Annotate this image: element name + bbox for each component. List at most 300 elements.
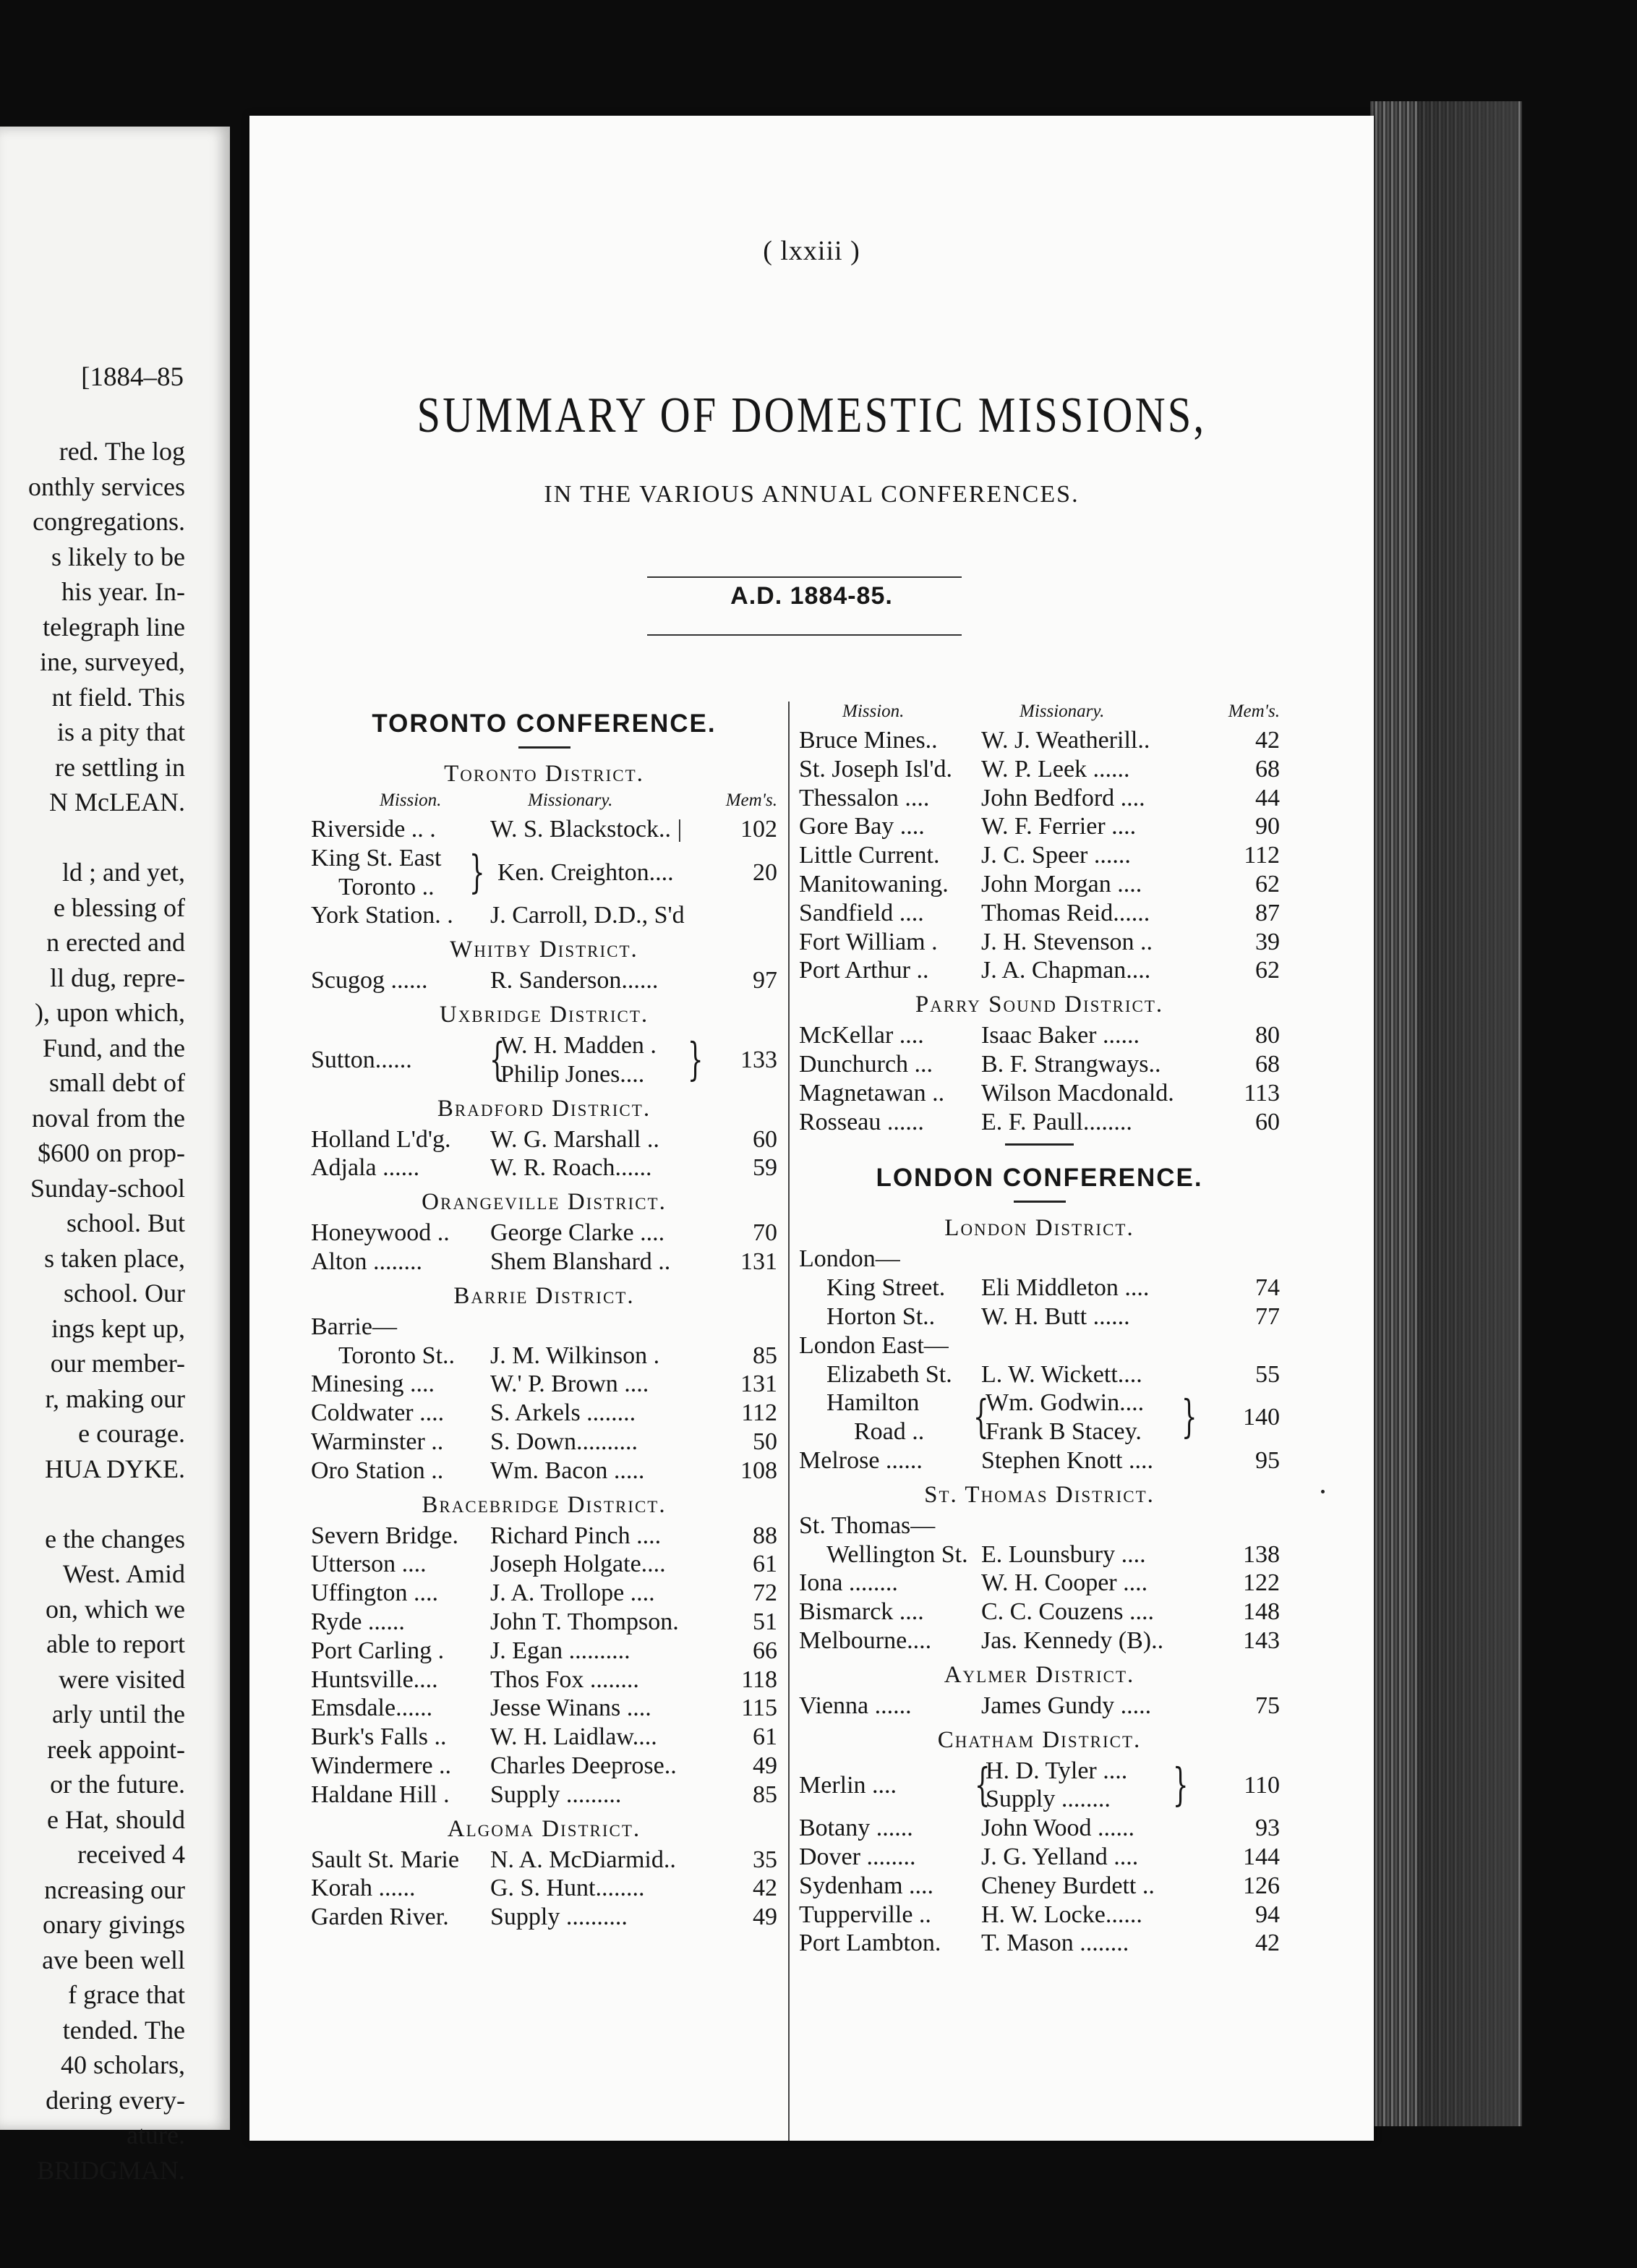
missionary-name: Thos Fox ........ bbox=[490, 1666, 639, 1693]
mission-name: Oro Station .. bbox=[311, 1457, 444, 1484]
column-head-missionary: Missionary. bbox=[1020, 702, 1105, 721]
mission-name: Horton St.. bbox=[826, 1303, 936, 1330]
member-count: 35 bbox=[753, 1846, 777, 1873]
member-count: 66 bbox=[753, 1637, 777, 1664]
table-row bbox=[799, 1108, 1280, 1137]
member-count: 70 bbox=[753, 1219, 777, 1247]
mission-name: Dunchurch ... bbox=[799, 1050, 933, 1078]
missionary-name: Charles Deeprose.. bbox=[490, 1752, 677, 1779]
missionary-name: Wm. Godwin.... bbox=[986, 1389, 1145, 1417]
table-row bbox=[311, 1125, 777, 1154]
mission-name-line: Road .. bbox=[854, 1418, 925, 1446]
mission-group-name: St. Thomas— bbox=[799, 1512, 936, 1539]
table-row bbox=[311, 1370, 777, 1399]
member-count: 44 bbox=[1255, 784, 1280, 811]
missionary-name: S. Arkels ........ bbox=[490, 1399, 636, 1427]
table-row bbox=[799, 1079, 1280, 1108]
conference-rule bbox=[518, 746, 570, 749]
mission-name: Little Current. bbox=[799, 842, 940, 869]
brace-close: } bbox=[469, 845, 485, 898]
table-row bbox=[311, 1154, 777, 1182]
conference-rule bbox=[1014, 1201, 1066, 1203]
left-page-line: received 4 bbox=[77, 1840, 185, 1869]
missionary-name: J. H. Stevenson .. bbox=[981, 928, 1153, 955]
member-count: 42 bbox=[1255, 727, 1280, 754]
left-page-line: N McLEAN. bbox=[49, 788, 185, 817]
document-page bbox=[249, 116, 1374, 2141]
mission-group-label bbox=[799, 1512, 1280, 1540]
left-page-line: congregations. bbox=[33, 507, 185, 536]
left-page-header: [1884–85 bbox=[81, 362, 184, 392]
left-page-line: s taken place, bbox=[44, 1243, 185, 1273]
table-row bbox=[311, 1219, 777, 1248]
mission-name-line: Hamilton bbox=[826, 1389, 920, 1417]
member-count: 113 bbox=[1244, 1079, 1280, 1107]
mission-name: Tupperville .. bbox=[799, 1901, 931, 1928]
table-row-braced bbox=[799, 1757, 1280, 1815]
missionary-name: G. S. Hunt........ bbox=[490, 1875, 645, 1902]
member-count: 62 bbox=[1255, 957, 1280, 984]
district-heading: Algoma District. bbox=[447, 1815, 641, 1842]
mission-name: Magnetawan .. bbox=[799, 1079, 945, 1107]
brace-close: } bbox=[687, 1032, 704, 1086]
district-heading: Uxbridge District. bbox=[439, 1001, 649, 1028]
missionary-name: George Clarke .... bbox=[490, 1219, 665, 1247]
left-page-line: e courage. bbox=[78, 1419, 185, 1448]
column-head-mission: Mission. bbox=[842, 702, 905, 721]
missionary-name: Richard Pinch .... bbox=[490, 1522, 662, 1549]
member-count: 140 bbox=[1243, 1404, 1280, 1431]
member-count: 61 bbox=[753, 1723, 777, 1751]
member-count: 112 bbox=[1244, 842, 1280, 869]
missionary-name: W. G. Marshall .. bbox=[490, 1125, 659, 1153]
left-page-line: ll dug, repre- bbox=[50, 963, 185, 992]
member-count: 39 bbox=[1255, 928, 1280, 955]
table-row bbox=[311, 1428, 777, 1457]
member-count: 72 bbox=[753, 1580, 777, 1607]
column-divider bbox=[788, 702, 790, 2141]
table-row bbox=[799, 1814, 1280, 1843]
left-page-line: $600 on prop- bbox=[38, 1138, 185, 1167]
left-page-line: reek appoint- bbox=[47, 1734, 185, 1764]
missionary-name: Isaac Baker ...... bbox=[981, 1022, 1140, 1049]
table-row bbox=[799, 812, 1280, 841]
mission-name: York Station. . bbox=[311, 902, 453, 929]
mission-name: Vienna ...... bbox=[799, 1692, 912, 1719]
missionary-name: J. C. Speer ...... bbox=[981, 842, 1131, 869]
missionary-name: W. F. Ferrier .... bbox=[981, 813, 1137, 840]
missionary-name: S. Down.......... bbox=[490, 1428, 638, 1455]
left-page-line: s likely to be bbox=[51, 542, 185, 571]
member-count: 144 bbox=[1243, 1843, 1280, 1870]
mission-name: Rosseau ...... bbox=[799, 1108, 924, 1135]
missionary-name: Eli Middleton .... bbox=[981, 1274, 1150, 1302]
member-count: 88 bbox=[753, 1522, 777, 1549]
table-row bbox=[311, 1666, 777, 1694]
left-page-line: tended. The bbox=[62, 2015, 185, 2045]
member-count: 93 bbox=[1255, 1815, 1280, 1842]
missionary-name: T. Mason ........ bbox=[981, 1930, 1129, 1957]
mission-name: Windermere .. bbox=[311, 1752, 452, 1779]
district-heading: Bradford District. bbox=[437, 1095, 651, 1122]
member-count: 133 bbox=[740, 1046, 777, 1073]
missionary-name: W. J. Weatherill.. bbox=[981, 727, 1150, 754]
left-page-line: re settling in bbox=[55, 752, 185, 782]
brace-open: { bbox=[973, 1390, 989, 1444]
district-heading: St. Thomas District. bbox=[924, 1481, 1155, 1508]
table-row bbox=[311, 1752, 777, 1781]
missionary-name: W. H. Laidlaw.... bbox=[490, 1723, 657, 1751]
mission-name: Riverside .. . bbox=[311, 816, 436, 843]
member-count: 60 bbox=[753, 1125, 777, 1153]
left-page-line: e Hat, should bbox=[47, 1804, 185, 1834]
missionary-name: E. F. Paull........ bbox=[981, 1108, 1132, 1135]
left-page-line: HUA DYKE. bbox=[45, 1454, 185, 1483]
table-row bbox=[311, 966, 777, 995]
table-row-braced bbox=[311, 844, 777, 902]
mission-name: Sault St. Marie bbox=[311, 1846, 459, 1873]
table-row bbox=[799, 784, 1280, 813]
left-page-line: or the future. bbox=[50, 1770, 185, 1799]
district-heading: Toronto District. bbox=[444, 761, 644, 787]
mission-name: Severn Bridge. bbox=[311, 1522, 458, 1549]
left-page-line: is a pity that bbox=[57, 717, 185, 746]
missionary-name: J. M. Wilkinson . bbox=[490, 1342, 660, 1369]
left-page-line: ave been well bbox=[42, 1945, 185, 1974]
mission-group-name: London— bbox=[799, 1245, 900, 1273]
missionary-name: Jesse Winans .... bbox=[490, 1694, 651, 1722]
mission-name: Utterson .... bbox=[311, 1551, 427, 1578]
brace-close: } bbox=[1181, 1390, 1197, 1444]
column-headings bbox=[311, 790, 777, 815]
member-count: 102 bbox=[740, 816, 777, 843]
member-count: 108 bbox=[740, 1457, 777, 1484]
member-count: 74 bbox=[1255, 1274, 1280, 1302]
left-page-line: noval from the bbox=[32, 1103, 185, 1133]
page-title: SUMMARY OF DOMESTIC MISSIONS, bbox=[416, 388, 1207, 443]
mission-name: Toronto St.. bbox=[338, 1342, 456, 1369]
district-heading: Whitby District. bbox=[450, 937, 638, 963]
column-head-mission: Mission. bbox=[380, 790, 442, 810]
member-count: 50 bbox=[753, 1428, 777, 1455]
district-heading: Aylmer District. bbox=[944, 1661, 1135, 1688]
mission-name: Wellington St. bbox=[826, 1540, 968, 1568]
mission-name: Fort William . bbox=[799, 928, 938, 955]
conference-heading: LONDON CONFERENCE. bbox=[876, 1164, 1203, 1193]
missionary-name-stack bbox=[986, 1389, 1144, 1446]
mission-name: Botany ...... bbox=[799, 1815, 913, 1842]
missionary-name: Shem Blanshard .. bbox=[490, 1248, 671, 1275]
table-row bbox=[311, 1248, 777, 1276]
left-page-line: school. Our bbox=[64, 1279, 185, 1308]
member-count: 85 bbox=[753, 1342, 777, 1369]
brace-close: } bbox=[1172, 1757, 1189, 1811]
mission-name: Sutton...... bbox=[311, 1046, 412, 1073]
mission-name: Bismarck .... bbox=[799, 1598, 924, 1626]
missionary-name: Wilson Macdonald. bbox=[981, 1079, 1174, 1107]
left-column bbox=[311, 702, 777, 1932]
table-row-braced bbox=[311, 1031, 777, 1089]
column-head-missionary: Missionary. bbox=[528, 790, 613, 810]
member-count: 49 bbox=[753, 1752, 777, 1779]
mission-name: Port Arthur .. bbox=[799, 957, 929, 984]
missionary-name: H. D. Tyler .... bbox=[986, 1757, 1128, 1784]
mission-name: Adjala ...... bbox=[311, 1154, 420, 1182]
missionary-name: J. G. Yelland .... bbox=[981, 1843, 1139, 1870]
member-count: 87 bbox=[1255, 899, 1280, 926]
table-row bbox=[799, 726, 1280, 755]
table-row bbox=[311, 1846, 777, 1875]
table-row bbox=[311, 1637, 777, 1666]
missionary-name: R. Sanderson...... bbox=[490, 967, 659, 994]
missionary-name: W. P. Leek ...... bbox=[981, 755, 1130, 783]
member-count: 131 bbox=[740, 1370, 777, 1398]
column-head-members: Mem's. bbox=[725, 790, 777, 810]
left-page-line: ), upon which, bbox=[35, 998, 185, 1027]
table-row bbox=[799, 1598, 1280, 1627]
district-heading: Orangeville District. bbox=[422, 1189, 667, 1216]
print-speck bbox=[1321, 1490, 1325, 1493]
missionary-name: John Morgan .... bbox=[981, 870, 1142, 898]
missionary-name: Supply .......... bbox=[490, 1904, 628, 1931]
year-label: A.D. 1884-85. bbox=[730, 582, 893, 610]
left-page-line: ncreasing our bbox=[44, 1875, 185, 1904]
mission-name: Garden River. bbox=[311, 1904, 449, 1931]
table-row bbox=[799, 1540, 1280, 1569]
missionary-name: W. H. Cooper .... bbox=[981, 1569, 1148, 1597]
left-page-line: Fund, and the bbox=[43, 1033, 185, 1062]
mission-group-label bbox=[799, 1245, 1280, 1274]
mission-name: Minesing .... bbox=[311, 1370, 435, 1398]
table-row bbox=[311, 1903, 777, 1932]
table-row bbox=[799, 1692, 1280, 1721]
table-row bbox=[799, 956, 1280, 985]
member-count: 42 bbox=[753, 1875, 777, 1902]
missionary-name: Jas. Kennedy (B).. bbox=[981, 1627, 1164, 1654]
member-count: 62 bbox=[1255, 870, 1280, 898]
member-count: 51 bbox=[753, 1608, 777, 1635]
left-page-line: onary givings bbox=[43, 1910, 185, 1939]
left-page-line: able to report bbox=[46, 1629, 185, 1658]
left-page-line: ings kept up, bbox=[51, 1313, 185, 1343]
table-row bbox=[799, 928, 1280, 957]
district-heading: London District. bbox=[944, 1215, 1134, 1242]
missionary-name: Cheney Burdett .. bbox=[981, 1872, 1155, 1899]
mission-name: Emsdale...... bbox=[311, 1694, 433, 1722]
column-headings bbox=[799, 702, 1280, 726]
table-row bbox=[311, 1723, 777, 1752]
mission-name: Sydenham .... bbox=[799, 1872, 934, 1899]
left-page-line: r, making our bbox=[45, 1384, 185, 1413]
table-row bbox=[799, 1929, 1280, 1958]
mission-name: St. Joseph Isl'd. bbox=[799, 755, 953, 783]
left-page-line: 40 scholars, bbox=[61, 2050, 185, 2079]
book-page-edges-shadow bbox=[1417, 101, 1518, 2126]
table-row bbox=[311, 1522, 777, 1551]
table-row bbox=[311, 815, 777, 844]
left-page-line: n erected and bbox=[46, 928, 185, 957]
missionary-name: John T. Thompson. bbox=[490, 1608, 679, 1635]
table-row bbox=[799, 1843, 1280, 1872]
mission-name-line: King St. East bbox=[311, 844, 442, 871]
mission-name: Sandfield .... bbox=[799, 899, 924, 926]
table-row bbox=[799, 1303, 1280, 1331]
left-page-line: West. Amid bbox=[62, 1559, 185, 1588]
mission-name: Scugog ...... bbox=[311, 967, 428, 994]
left-page-line: were visited bbox=[59, 1664, 185, 1694]
mission-name: Honeywood .. bbox=[311, 1219, 450, 1247]
left-page-line bbox=[28, 820, 185, 856]
table-row bbox=[799, 899, 1280, 928]
table-row bbox=[311, 1457, 777, 1485]
year-rule-bottom bbox=[647, 634, 962, 636]
table-row bbox=[311, 1399, 777, 1428]
left-page-line: school. But bbox=[66, 1208, 185, 1237]
missionary-name: J. A. Chapman.... bbox=[981, 957, 1151, 984]
mission-name: Burk's Falls .. bbox=[311, 1723, 447, 1751]
page-subtitle: IN THE VARIOUS ANNUAL CONFERENCES. bbox=[544, 481, 1080, 508]
left-page-line: f grace that bbox=[68, 1980, 185, 2009]
missionary-name: H. W. Locke...... bbox=[981, 1901, 1142, 1928]
left-page-line: ine, surveyed, bbox=[40, 647, 185, 676]
missionary-name: Ken. Creighton.... bbox=[497, 858, 674, 886]
mission-name-line: Toronto .. bbox=[338, 873, 435, 900]
mission-name: Bruce Mines.. bbox=[799, 727, 938, 754]
mission-name: McKellar .... bbox=[799, 1022, 924, 1049]
left-page-line bbox=[28, 1486, 185, 1522]
missionary-name: W. R. Roach...... bbox=[490, 1154, 652, 1182]
column-head-members: Mem's. bbox=[1228, 702, 1280, 721]
member-count: 90 bbox=[1255, 813, 1280, 840]
mission-name: Ryde ...... bbox=[311, 1608, 405, 1635]
member-count: 143 bbox=[1243, 1627, 1280, 1654]
member-count: 68 bbox=[1255, 1050, 1280, 1078]
member-count: 75 bbox=[1255, 1692, 1280, 1719]
mission-name: Korah ...... bbox=[311, 1875, 416, 1902]
table-row bbox=[311, 1579, 777, 1608]
missionary-name: E. Lounsbury .... bbox=[981, 1540, 1146, 1568]
member-count: 80 bbox=[1255, 1022, 1280, 1049]
member-count: 60 bbox=[1255, 1108, 1280, 1135]
table-row bbox=[799, 755, 1280, 784]
missionary-name: James Gundy ..... bbox=[981, 1692, 1152, 1719]
left-page-line: dering every- bbox=[46, 2085, 185, 2115]
member-count: 131 bbox=[740, 1248, 777, 1275]
member-count: 110 bbox=[1244, 1771, 1280, 1799]
left-page-line: e the changes bbox=[45, 1524, 185, 1553]
table-row bbox=[311, 1342, 777, 1370]
missionary-name: Supply ........ bbox=[986, 1786, 1111, 1813]
left-page-line: ld ; and yet, bbox=[62, 858, 185, 887]
table-row bbox=[311, 1874, 777, 1903]
mission-name: Uffington .... bbox=[311, 1580, 438, 1607]
mission-name: Haldane Hill . bbox=[311, 1781, 450, 1808]
missionary-name: L. W. Wickett.... bbox=[981, 1360, 1142, 1388]
mission-name: Warminster .. bbox=[311, 1428, 444, 1455]
left-page-line: on, which we bbox=[46, 1594, 185, 1624]
table-row bbox=[799, 1274, 1280, 1303]
table-row bbox=[799, 1021, 1280, 1050]
missionary-name: John Bedford .... bbox=[981, 784, 1145, 811]
left-page-line: ature. bbox=[127, 2120, 185, 2149]
missionary-name: J. A. Trollope .... bbox=[490, 1580, 655, 1607]
mission-name: Dover ........ bbox=[799, 1843, 916, 1870]
missionary-name: Philip Jones.... bbox=[500, 1060, 645, 1088]
missionary-name: N. A. McDiarmid.. bbox=[490, 1846, 676, 1873]
member-count: 112 bbox=[741, 1399, 777, 1427]
mission-name: King Street. bbox=[826, 1274, 946, 1302]
missionary-name: Joseph Holgate.... bbox=[490, 1551, 666, 1578]
mission-group-label bbox=[311, 1313, 777, 1342]
conference-heading: TORONTO CONFERENCE. bbox=[372, 709, 717, 738]
missionary-name: Wm. Bacon ..... bbox=[490, 1457, 645, 1484]
member-count: 95 bbox=[1255, 1446, 1280, 1474]
member-count: 77 bbox=[1255, 1303, 1280, 1330]
missionary-name: Thomas Reid...... bbox=[981, 899, 1150, 926]
member-count: 115 bbox=[741, 1694, 777, 1722]
table-row bbox=[799, 841, 1280, 870]
left-page-line: our member- bbox=[50, 1349, 185, 1378]
mission-group-label bbox=[799, 1331, 1280, 1360]
left-page-line: small debt of bbox=[49, 1068, 185, 1097]
mission-name: Melbourne.... bbox=[799, 1627, 932, 1654]
mission-name: Coldwater .... bbox=[311, 1399, 445, 1427]
district-heading: Bracebridge District. bbox=[422, 1491, 667, 1518]
section-rule bbox=[1005, 1143, 1074, 1146]
table-row bbox=[311, 901, 777, 930]
table-row bbox=[311, 1781, 777, 1809]
left-page-line: BRIDGMAN. bbox=[36, 2155, 185, 2185]
mission-name: Melrose ...... bbox=[799, 1446, 923, 1474]
table-row bbox=[799, 1901, 1280, 1930]
mission-name-stack bbox=[826, 1389, 924, 1446]
district-heading: Chatham District. bbox=[937, 1726, 1142, 1753]
member-count: 94 bbox=[1255, 1901, 1280, 1928]
member-count: 122 bbox=[1243, 1569, 1280, 1597]
member-count: 55 bbox=[1255, 1360, 1280, 1388]
member-count: 59 bbox=[753, 1154, 777, 1182]
table-row bbox=[799, 1627, 1280, 1655]
member-count: 148 bbox=[1243, 1598, 1280, 1626]
missionary-name: J. Egan .......... bbox=[490, 1637, 631, 1664]
member-count: 20 bbox=[753, 858, 777, 886]
left-page-line: his year. In- bbox=[61, 577, 185, 606]
missionary-name: B. F. Strangways.. bbox=[981, 1050, 1161, 1078]
year-rule-top bbox=[647, 576, 962, 578]
table-row bbox=[799, 1360, 1280, 1389]
mission-name: Alton ........ bbox=[311, 1248, 422, 1275]
facing-page-left bbox=[0, 127, 230, 2185]
district-heading: Barrie District. bbox=[453, 1282, 635, 1309]
member-count: 61 bbox=[753, 1551, 777, 1578]
member-count: 68 bbox=[1255, 755, 1280, 783]
mission-name: Port Carling . bbox=[311, 1637, 445, 1664]
member-count: 42 bbox=[1255, 1930, 1280, 1957]
missionary-name: W. S. Blackstock.. | bbox=[490, 816, 683, 843]
table-row bbox=[799, 1872, 1280, 1901]
missionary-name: W. H. Madden . bbox=[500, 1031, 657, 1059]
mission-name: Holland L'd'g. bbox=[311, 1125, 451, 1153]
left-page-line: telegraph line bbox=[43, 612, 185, 641]
table-row bbox=[311, 1550, 777, 1579]
left-page-line: Sunday-school bbox=[30, 1173, 185, 1203]
left-page-line: e blessing of bbox=[54, 892, 185, 922]
mission-name: Thessalon .... bbox=[799, 784, 930, 811]
member-count: 97 bbox=[753, 967, 777, 994]
mission-name: Manitowaning. bbox=[799, 870, 949, 898]
mission-name: Port Lambton. bbox=[799, 1930, 941, 1957]
left-page-text bbox=[28, 434, 185, 2188]
